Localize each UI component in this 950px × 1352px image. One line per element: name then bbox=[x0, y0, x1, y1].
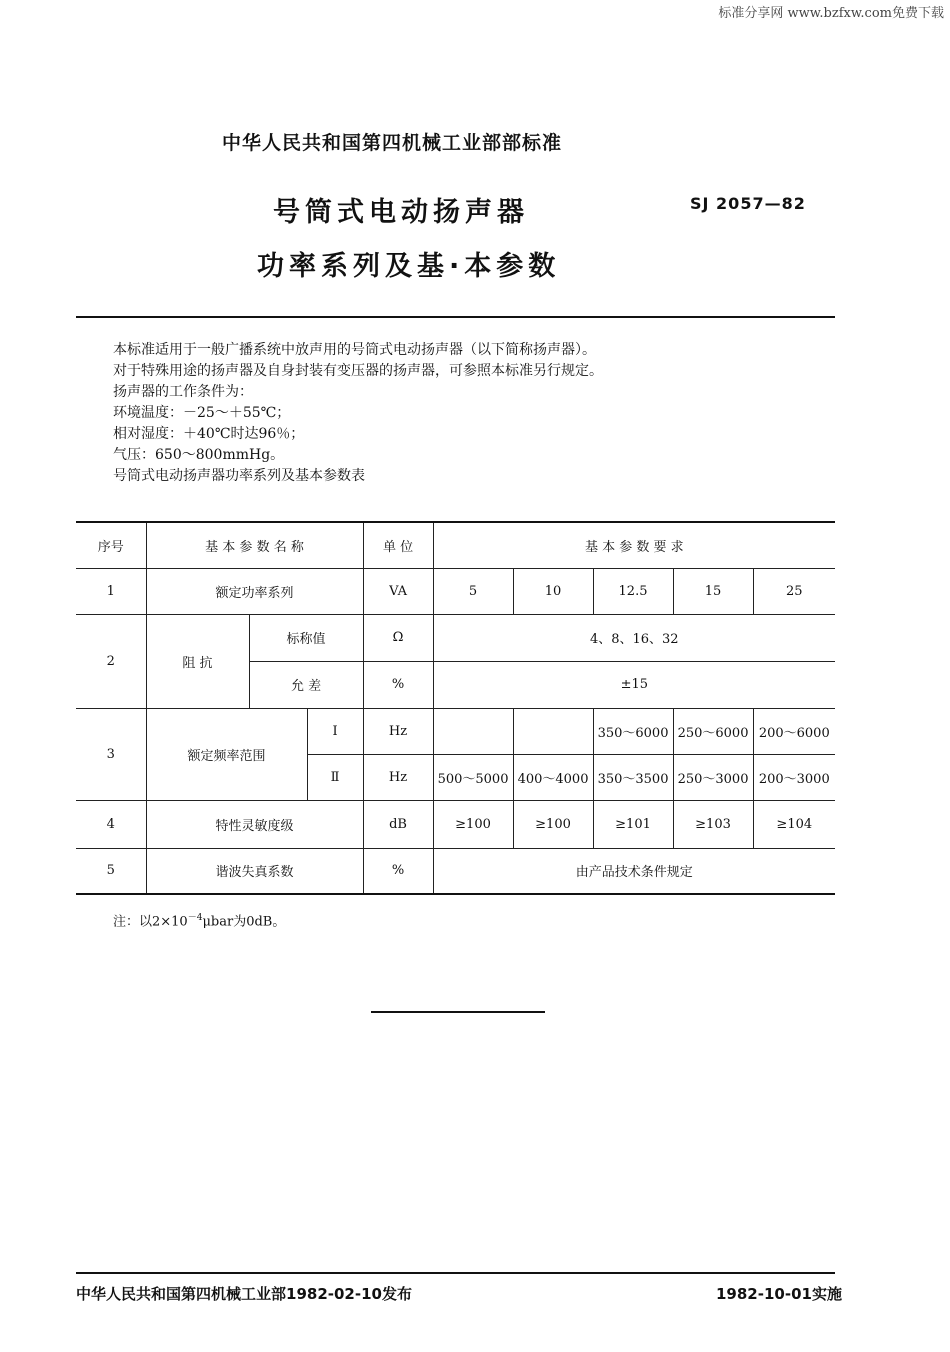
param-subname: Ⅱ bbox=[307, 754, 363, 800]
intro-line: 本标准适用于一般广播系统中放声用的号筒式电动扬声器（以下简称扬声器）。 bbox=[113, 342, 596, 358]
intro-text bbox=[113, 340, 603, 487]
param-subname: 标称值 bbox=[249, 614, 363, 661]
note-text: 注：以2×10 bbox=[113, 914, 188, 930]
end-mark-rule bbox=[371, 1011, 545, 1013]
document-title-line1: 号筒式电动扬声器 bbox=[273, 197, 529, 228]
parameter-table bbox=[76, 521, 835, 895]
note-text-end: μbar为0dB。 bbox=[202, 914, 286, 930]
param-unit: % bbox=[363, 848, 433, 894]
header-seq: 序号 bbox=[76, 522, 146, 568]
param-subname: 允 差 bbox=[249, 661, 363, 708]
param-value: 250～6000 bbox=[673, 708, 753, 754]
note-exponent: －4 bbox=[187, 913, 203, 923]
param-value: 350～6000 bbox=[593, 708, 673, 754]
param-value: 15 bbox=[673, 568, 753, 614]
param-unit: % bbox=[363, 661, 433, 708]
table-row bbox=[76, 614, 835, 661]
watermark: 标准分享网 www.bzfxw.com免费下载 bbox=[718, 6, 944, 21]
header-divider bbox=[76, 316, 835, 318]
param-value: 400～4000 bbox=[513, 754, 593, 800]
table-row bbox=[76, 848, 835, 894]
param-value: 5 bbox=[433, 568, 513, 614]
intro-line: 相对湿度：＋40℃时达96％； bbox=[113, 426, 305, 442]
document-title-line2: 功率系列及基·本参数 bbox=[257, 251, 561, 282]
param-value: 10 bbox=[513, 568, 593, 614]
param-value: 500～5000 bbox=[433, 754, 513, 800]
param-value bbox=[513, 708, 593, 754]
issue-date: 中华人民共和国第四机械工业部1982-02-10发布 bbox=[76, 1285, 412, 1303]
intro-line: 气压：650～800mmHg。 bbox=[113, 447, 285, 463]
table-note bbox=[113, 910, 285, 929]
param-value: 4、8、16、32 bbox=[433, 614, 835, 661]
param-value: ≥100 bbox=[513, 800, 593, 848]
row-seq: 2 bbox=[76, 614, 146, 708]
param-value bbox=[433, 708, 513, 754]
param-value: 250～3000 bbox=[673, 754, 753, 800]
table-row bbox=[76, 800, 835, 848]
param-value: 200～3000 bbox=[753, 754, 835, 800]
table-row bbox=[76, 568, 835, 614]
standard-number: SJ 2057—82 bbox=[690, 194, 806, 213]
intro-line: 对于特殊用途的扬声器及自身封装有变压器的扬声器，可参照本标准另行规定。 bbox=[113, 363, 603, 379]
param-value: ≥104 bbox=[753, 800, 835, 848]
param-value: 由产品技术条件规定 bbox=[433, 848, 835, 894]
footer-divider bbox=[76, 1272, 835, 1274]
row-seq: 5 bbox=[76, 848, 146, 894]
param-unit: dB bbox=[363, 800, 433, 848]
intro-line: 环境温度：－25～＋55℃； bbox=[113, 405, 291, 421]
param-value: 12.5 bbox=[593, 568, 673, 614]
param-name: 额定频率范围 bbox=[146, 708, 307, 800]
param-subname: Ⅰ bbox=[307, 708, 363, 754]
param-value: ≥101 bbox=[593, 800, 673, 848]
param-name: 阻 抗 bbox=[146, 614, 249, 708]
param-value: 200～6000 bbox=[753, 708, 835, 754]
param-value: ≥100 bbox=[433, 800, 513, 848]
param-value: ≥103 bbox=[673, 800, 753, 848]
param-value: 350～3500 bbox=[593, 754, 673, 800]
param-unit: VA bbox=[363, 568, 433, 614]
row-seq: 4 bbox=[76, 800, 146, 848]
param-name: 特性灵敏度级 bbox=[146, 800, 363, 848]
param-name: 额定功率系列 bbox=[146, 568, 363, 614]
param-unit: Hz bbox=[363, 754, 433, 800]
table-header-row bbox=[76, 522, 835, 568]
param-unit: Ω bbox=[363, 614, 433, 661]
param-value: ±15 bbox=[433, 661, 835, 708]
header-unit: 单 位 bbox=[363, 522, 433, 568]
intro-line: 扬声器的工作条件为： bbox=[113, 384, 253, 400]
table-row bbox=[76, 708, 835, 754]
header-name: 基 本 参 数 名 称 bbox=[146, 522, 363, 568]
table-caption: 号筒式电动扬声器功率系列及基本参数表 bbox=[113, 468, 365, 484]
header-requirement: 基 本 参 数 要 求 bbox=[433, 522, 835, 568]
param-unit: Hz bbox=[363, 708, 433, 754]
param-value: 25 bbox=[753, 568, 835, 614]
row-seq: 1 bbox=[76, 568, 146, 614]
issuing-department: 中华人民共和国第四机械工业部部标准 bbox=[222, 132, 563, 154]
effective-date: 1982-10-01实施 bbox=[716, 1285, 842, 1303]
row-seq: 3 bbox=[76, 708, 146, 800]
param-name: 谐波失真系数 bbox=[146, 848, 363, 894]
